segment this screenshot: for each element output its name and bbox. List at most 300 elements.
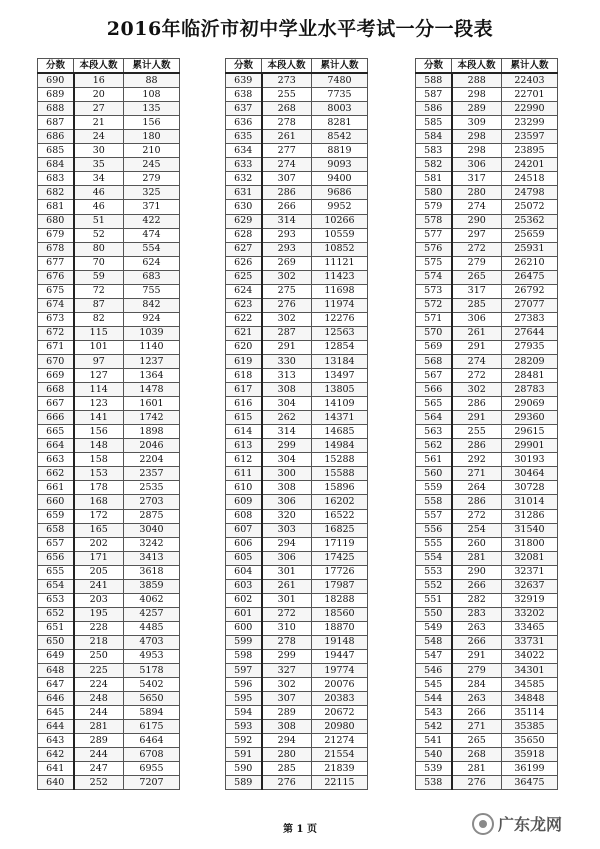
score-cell: 539: [416, 762, 452, 776]
segment-count-cell: 300: [262, 467, 312, 481]
table-row: [226, 383, 368, 397]
cumulative-count-cell: 11423: [312, 270, 368, 284]
score-cell: 661: [38, 481, 74, 495]
segment-count-cell: 276: [452, 776, 502, 790]
score-cell: 676: [38, 270, 74, 284]
score-cell: 615: [226, 411, 262, 425]
segment-count-cell: 224: [74, 678, 124, 692]
segment-count-cell: 308: [262, 720, 312, 734]
segment-count-cell: 228: [74, 621, 124, 635]
segment-count-cell: 156: [74, 425, 124, 439]
table-row: [226, 509, 368, 523]
table-row: [416, 495, 558, 509]
score-cell: 607: [226, 523, 262, 537]
score-cell: 545: [416, 678, 452, 692]
table-row: [416, 593, 558, 607]
cumulative-count-cell: 17425: [312, 551, 368, 565]
score-cell: 595: [226, 692, 262, 706]
segment-count-cell: 302: [262, 678, 312, 692]
cumulative-count-cell: 30728: [502, 481, 558, 495]
table-row: [38, 692, 180, 706]
table-row: [226, 340, 368, 354]
table-row: [416, 186, 558, 200]
cumulative-count-cell: 23895: [502, 144, 558, 158]
cumulative-count-cell: 34848: [502, 692, 558, 706]
score-cell: 651: [38, 621, 74, 635]
table-row: [226, 144, 368, 158]
table-row: [38, 467, 180, 481]
segment-count-cell: 59: [74, 270, 124, 284]
cumulative-count-cell: 624: [124, 256, 180, 270]
score-cell: 571: [416, 312, 452, 326]
segment-count-cell: 27: [74, 102, 124, 116]
cumulative-count-cell: 279: [124, 172, 180, 186]
table-row: [226, 256, 368, 270]
score-cell: 548: [416, 635, 452, 649]
segment-count-cell: 274: [452, 200, 502, 214]
table-row: [38, 523, 180, 537]
table-row: [226, 678, 368, 692]
table-row: [226, 397, 368, 411]
cumulative-count-cell: 18288: [312, 593, 368, 607]
segment-count-cell: 261: [262, 130, 312, 144]
score-cell: 596: [226, 678, 262, 692]
cumulative-count-cell: 27383: [502, 312, 558, 326]
score-cell: 616: [226, 397, 262, 411]
cumulative-count-cell: 23597: [502, 130, 558, 144]
segment-count-cell: 21: [74, 116, 124, 130]
cumulative-count-cell: 20076: [312, 678, 368, 692]
table-row: [226, 621, 368, 635]
header-cumulative-count: 累计人数: [502, 59, 558, 74]
watermark-logo-icon: [472, 813, 494, 835]
table-row: [38, 776, 180, 790]
cumulative-count-cell: 325: [124, 186, 180, 200]
table-row: [226, 537, 368, 551]
table-row: [38, 383, 180, 397]
segment-count-cell: 306: [452, 158, 502, 172]
table-row: [226, 284, 368, 298]
table-row: [38, 720, 180, 734]
score-cell: 587: [416, 88, 452, 102]
segment-count-cell: 260: [452, 537, 502, 551]
segment-count-cell: 148: [74, 439, 124, 453]
cumulative-count-cell: 33731: [502, 635, 558, 649]
segment-count-cell: 265: [452, 734, 502, 748]
header-cumulative-count: 累计人数: [124, 59, 180, 74]
cumulative-count-cell: 9093: [312, 158, 368, 172]
segment-count-cell: 248: [74, 692, 124, 706]
score-cell: 641: [38, 762, 74, 776]
score-cell: 645: [38, 706, 74, 720]
cumulative-count-cell: 24518: [502, 172, 558, 186]
cumulative-count-cell: 422: [124, 214, 180, 228]
score-cell: 675: [38, 284, 74, 298]
table-row: [38, 326, 180, 340]
table-row: [416, 720, 558, 734]
segment-count-cell: 272: [262, 607, 312, 621]
segment-count-cell: 301: [262, 565, 312, 579]
cumulative-count-cell: 12563: [312, 326, 368, 340]
score-cell: 551: [416, 593, 452, 607]
cumulative-count-cell: 27935: [502, 340, 558, 354]
table-row: [38, 706, 180, 720]
cumulative-count-cell: 9952: [312, 200, 368, 214]
score-cell: 572: [416, 298, 452, 312]
cumulative-count-cell: 14371: [312, 411, 368, 425]
segment-count-cell: 261: [452, 326, 502, 340]
cumulative-count-cell: 19148: [312, 635, 368, 649]
table-row: [38, 678, 180, 692]
cumulative-count-cell: 32081: [502, 551, 558, 565]
table-row: [416, 649, 558, 663]
table-row: [226, 579, 368, 593]
score-cell: 656: [38, 551, 74, 565]
segment-count-cell: 314: [262, 425, 312, 439]
score-cell: 633: [226, 158, 262, 172]
segment-count-cell: 123: [74, 397, 124, 411]
table-row: [38, 369, 180, 383]
score-cell: 561: [416, 453, 452, 467]
score-cell: 581: [416, 172, 452, 186]
segment-count-cell: 171: [74, 551, 124, 565]
score-cell: 684: [38, 158, 74, 172]
score-cell: 606: [226, 537, 262, 551]
table-row: [416, 397, 558, 411]
score-cell: 671: [38, 340, 74, 354]
score-cell: 594: [226, 706, 262, 720]
cumulative-count-cell: 22403: [502, 73, 558, 88]
cumulative-count-cell: 11121: [312, 256, 368, 270]
table-row: [38, 593, 180, 607]
segment-count-cell: 330: [262, 354, 312, 368]
score-cell: 538: [416, 776, 452, 790]
table-row: [226, 172, 368, 186]
score-cell: 547: [416, 649, 452, 663]
table-row: [38, 734, 180, 748]
score-cell: 665: [38, 425, 74, 439]
cumulative-count-cell: 15288: [312, 453, 368, 467]
cumulative-count-cell: 10266: [312, 214, 368, 228]
cumulative-count-cell: 31540: [502, 523, 558, 537]
score-cell: 640: [38, 776, 74, 790]
table-row: [226, 411, 368, 425]
cumulative-count-cell: 34585: [502, 678, 558, 692]
score-cell: 632: [226, 172, 262, 186]
table-row: [38, 635, 180, 649]
table-row: [226, 186, 368, 200]
table-row: [416, 172, 558, 186]
segment-count-cell: 195: [74, 607, 124, 621]
score-cell: 637: [226, 102, 262, 116]
score-cell: 604: [226, 565, 262, 579]
cumulative-count-cell: 14685: [312, 425, 368, 439]
score-cell: 605: [226, 551, 262, 565]
score-cell: 611: [226, 467, 262, 481]
cumulative-count-cell: 6464: [124, 734, 180, 748]
table-row: [38, 214, 180, 228]
cumulative-count-cell: 20980: [312, 720, 368, 734]
table-row: [416, 130, 558, 144]
segment-count-cell: 286: [262, 186, 312, 200]
cumulative-count-cell: 35650: [502, 734, 558, 748]
table-row: [38, 312, 180, 326]
cumulative-count-cell: 28209: [502, 354, 558, 368]
table-row: [416, 678, 558, 692]
score-cell: 544: [416, 692, 452, 706]
cumulative-count-cell: 924: [124, 312, 180, 326]
table-row: [226, 593, 368, 607]
cumulative-count-cell: 3413: [124, 551, 180, 565]
table-row: [38, 748, 180, 762]
cumulative-count-cell: 14109: [312, 397, 368, 411]
score-cell: 573: [416, 284, 452, 298]
segment-count-cell: 276: [262, 776, 312, 790]
segment-count-cell: 278: [262, 635, 312, 649]
table-row: [38, 579, 180, 593]
score-cell: 542: [416, 720, 452, 734]
score-cell: 672: [38, 326, 74, 340]
table-row: [226, 734, 368, 748]
cumulative-count-cell: 10852: [312, 242, 368, 256]
cumulative-count-cell: 210: [124, 144, 180, 158]
table-row: [416, 88, 558, 102]
segment-count-cell: 278: [262, 116, 312, 130]
segment-count-cell: 299: [262, 649, 312, 663]
table-row: [416, 242, 558, 256]
cumulative-count-cell: 30464: [502, 467, 558, 481]
cumulative-count-cell: 8542: [312, 130, 368, 144]
cumulative-count-cell: 9686: [312, 186, 368, 200]
cumulative-count-cell: 245: [124, 158, 180, 172]
table-row: [416, 383, 558, 397]
segment-count-cell: 34: [74, 172, 124, 186]
cumulative-count-cell: 32371: [502, 565, 558, 579]
score-cell: 566: [416, 383, 452, 397]
table-row: [38, 664, 180, 678]
cumulative-count-cell: 108: [124, 88, 180, 102]
header-segment-count: 本段人数: [452, 59, 502, 74]
segment-count-cell: 308: [262, 481, 312, 495]
score-cell: 663: [38, 453, 74, 467]
score-cell: 597: [226, 664, 262, 678]
table-row: [416, 706, 558, 720]
segment-count-cell: 72: [74, 284, 124, 298]
score-cell: 608: [226, 509, 262, 523]
table-row: [38, 411, 180, 425]
segment-count-cell: 87: [74, 298, 124, 312]
segment-count-cell: 286: [452, 397, 502, 411]
table-row: [38, 284, 180, 298]
cumulative-count-cell: 36199: [502, 762, 558, 776]
table-row: [38, 228, 180, 242]
table-row: [416, 748, 558, 762]
cumulative-count-cell: 5650: [124, 692, 180, 706]
segment-count-cell: 286: [452, 495, 502, 509]
segment-count-cell: 302: [262, 312, 312, 326]
score-cell: 648: [38, 664, 74, 678]
cumulative-count-cell: 15896: [312, 481, 368, 495]
table-row: [416, 73, 558, 88]
score-cell: 575: [416, 256, 452, 270]
segment-count-cell: 178: [74, 481, 124, 495]
score-cell: 584: [416, 130, 452, 144]
score-cell: 639: [226, 73, 262, 88]
cumulative-count-cell: 135: [124, 102, 180, 116]
score-cell: 636: [226, 116, 262, 130]
cumulative-count-cell: 26792: [502, 284, 558, 298]
score-cell: 556: [416, 523, 452, 537]
header-score: 分数: [38, 59, 74, 74]
table-row: [416, 200, 558, 214]
segment-count-cell: 289: [452, 102, 502, 116]
cumulative-count-cell: 27644: [502, 326, 558, 340]
segment-count-cell: 290: [452, 214, 502, 228]
table-row: [416, 326, 558, 340]
score-cell: 578: [416, 214, 452, 228]
table-row: [38, 270, 180, 284]
table-row: [226, 369, 368, 383]
cumulative-count-cell: 17119: [312, 537, 368, 551]
score-cell: 687: [38, 116, 74, 130]
segment-count-cell: 46: [74, 186, 124, 200]
score-cell: 669: [38, 369, 74, 383]
segment-count-cell: 80: [74, 242, 124, 256]
cumulative-count-cell: 33202: [502, 607, 558, 621]
cumulative-count-cell: 180: [124, 130, 180, 144]
table-row: [226, 102, 368, 116]
segment-count-cell: 168: [74, 495, 124, 509]
cumulative-count-cell: 19447: [312, 649, 368, 663]
cumulative-count-cell: 1742: [124, 411, 180, 425]
table-row: [226, 692, 368, 706]
table-row: [416, 523, 558, 537]
segment-count-cell: 255: [262, 88, 312, 102]
score-cell: 618: [226, 369, 262, 383]
table-row: [226, 228, 368, 242]
score-cell: 624: [226, 284, 262, 298]
score-table-column-2: [225, 58, 368, 790]
table-row: [38, 649, 180, 663]
segment-count-cell: 115: [74, 326, 124, 340]
segment-count-cell: 265: [452, 270, 502, 284]
segment-count-cell: 291: [452, 340, 502, 354]
score-cell: 569: [416, 340, 452, 354]
table-row: [226, 298, 368, 312]
score-cell: 562: [416, 439, 452, 453]
table-row: [38, 256, 180, 270]
segment-count-cell: 291: [452, 649, 502, 663]
cumulative-count-cell: 25072: [502, 200, 558, 214]
score-cell: 600: [226, 621, 262, 635]
cumulative-count-cell: 7735: [312, 88, 368, 102]
table-row: [38, 158, 180, 172]
score-cell: 589: [226, 776, 262, 790]
cumulative-count-cell: 31800: [502, 537, 558, 551]
table-row: [416, 607, 558, 621]
segment-count-cell: 165: [74, 523, 124, 537]
table-row: [416, 116, 558, 130]
cumulative-count-cell: 22990: [502, 102, 558, 116]
cumulative-count-cell: 29901: [502, 439, 558, 453]
score-cell: 638: [226, 88, 262, 102]
score-cell: 549: [416, 621, 452, 635]
cumulative-count-cell: 34301: [502, 664, 558, 678]
score-cell: 580: [416, 186, 452, 200]
table-row: [38, 144, 180, 158]
cumulative-count-cell: 16202: [312, 495, 368, 509]
table-row: [226, 354, 368, 368]
cumulative-count-cell: 3040: [124, 523, 180, 537]
segment-count-cell: 269: [262, 256, 312, 270]
header-cumulative-count: 累计人数: [312, 59, 368, 74]
table-row: [226, 453, 368, 467]
table-row: [226, 776, 368, 790]
cumulative-count-cell: 21554: [312, 748, 368, 762]
score-cell: 546: [416, 664, 452, 678]
segment-count-cell: 291: [262, 340, 312, 354]
score-cell: 576: [416, 242, 452, 256]
score-cell: 649: [38, 649, 74, 663]
segment-count-cell: 277: [262, 144, 312, 158]
segment-count-cell: 272: [452, 509, 502, 523]
segment-count-cell: 294: [262, 734, 312, 748]
segment-count-cell: 280: [262, 748, 312, 762]
cumulative-count-cell: 12854: [312, 340, 368, 354]
score-cell: 613: [226, 439, 262, 453]
score-cell: 601: [226, 607, 262, 621]
cumulative-count-cell: 1478: [124, 383, 180, 397]
table-row: [416, 439, 558, 453]
table-row: [226, 720, 368, 734]
table-row: [38, 621, 180, 635]
segment-count-cell: 153: [74, 467, 124, 481]
segment-count-cell: 283: [452, 607, 502, 621]
segment-count-cell: 268: [262, 102, 312, 116]
segment-count-cell: 268: [452, 748, 502, 762]
segment-count-cell: 266: [452, 579, 502, 593]
score-cell: 658: [38, 523, 74, 537]
score-cell: 677: [38, 256, 74, 270]
score-cell: 563: [416, 425, 452, 439]
segment-count-cell: 282: [452, 593, 502, 607]
cumulative-count-cell: 21274: [312, 734, 368, 748]
score-cell: 655: [38, 565, 74, 579]
table-row: [226, 200, 368, 214]
table-row: [416, 102, 558, 116]
cumulative-count-cell: 35114: [502, 706, 558, 720]
score-table-column-1: [37, 58, 180, 790]
table-row: [38, 102, 180, 116]
segment-count-cell: 114: [74, 383, 124, 397]
score-cell: 667: [38, 397, 74, 411]
segment-count-cell: 241: [74, 579, 124, 593]
segment-count-cell: 218: [74, 635, 124, 649]
score-cell: 681: [38, 200, 74, 214]
table-row: [416, 425, 558, 439]
segment-count-cell: 284: [452, 678, 502, 692]
table-row: [416, 551, 558, 565]
segment-count-cell: 272: [452, 369, 502, 383]
table-row: [416, 312, 558, 326]
cumulative-count-cell: 31286: [502, 509, 558, 523]
score-cell: 629: [226, 214, 262, 228]
segment-count-cell: 255: [452, 425, 502, 439]
score-cell: 689: [38, 88, 74, 102]
cumulative-count-cell: 16825: [312, 523, 368, 537]
segment-count-cell: 158: [74, 453, 124, 467]
table-row: [226, 607, 368, 621]
